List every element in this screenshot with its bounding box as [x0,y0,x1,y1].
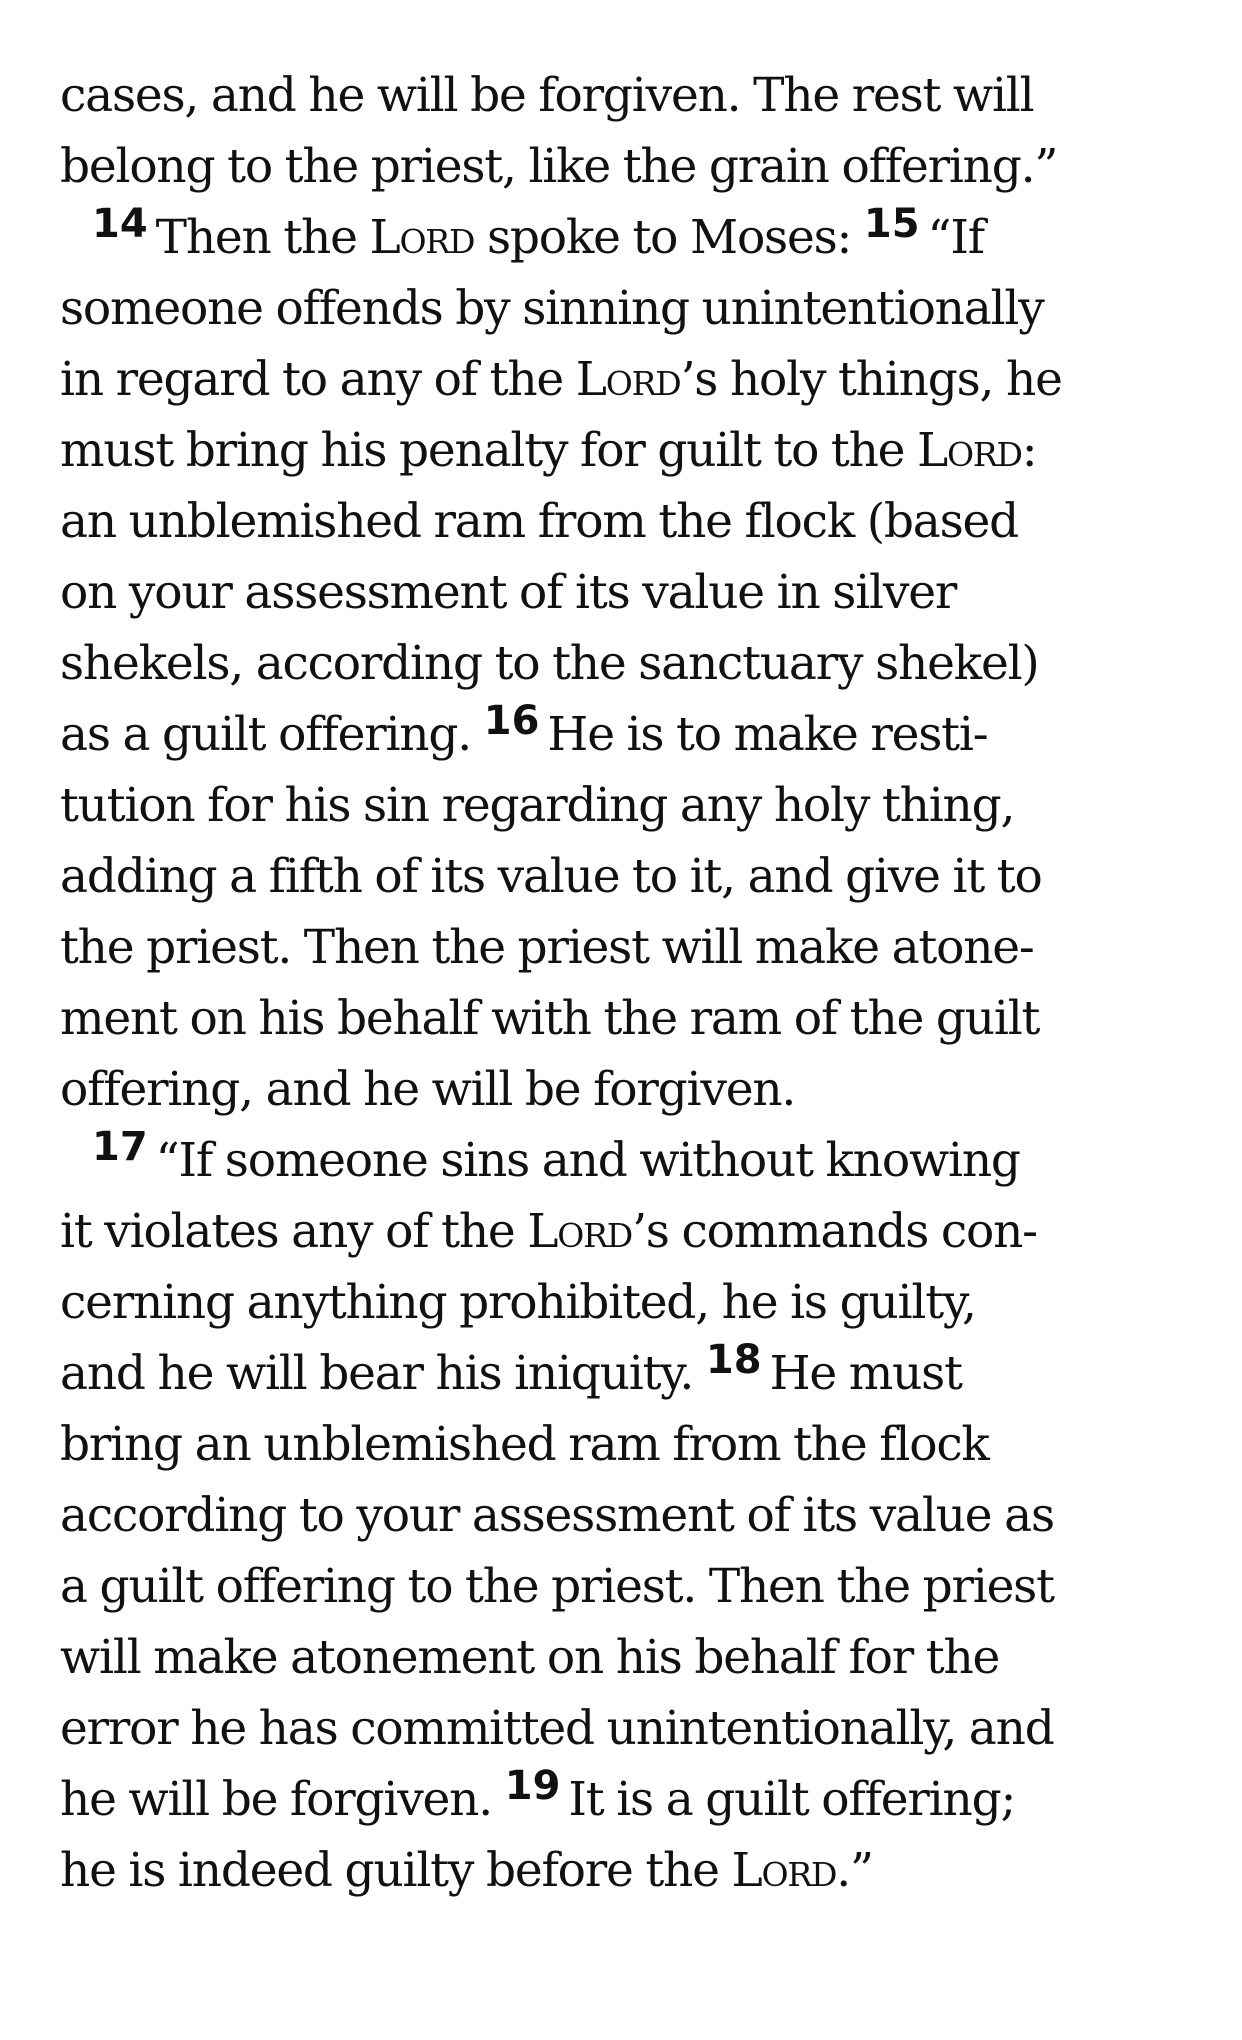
passage-line [60,1267,1195,1338]
divine-name: Lord [731,1843,837,1898]
passage-line [60,1409,1195,1480]
text-segment: It is a guilt offering; [568,1772,1016,1827]
text-segment: tution for his sin regarding any holy thing, [60,778,1015,833]
passage-line [60,344,1195,415]
text-segment: he will be forgiven. [60,1772,505,1827]
divine-name: Lord [575,352,681,407]
text-segment: according to your assessment of its value as [60,1488,1054,1543]
text-segment: Then the [155,210,370,265]
passage-line [60,1338,1195,1409]
passage-line [60,1480,1195,1551]
passage-line [60,486,1195,557]
passage-line [60,983,1195,1054]
verse-number: 14 [92,201,148,247]
text-segment: shekels, according to the sanctuary shekel) [60,636,1039,691]
passage-line [60,699,1195,770]
passage-line [60,1125,1195,1196]
text-segment: He is to make resti- [547,707,988,762]
passage-line [60,1835,1195,1906]
text-segment: : [1021,423,1037,478]
verse-number: 19 [504,1763,561,1809]
divine-name: Lord [527,1204,633,1259]
passage-line [60,912,1195,983]
text-segment: as a guilt offering. [60,707,484,762]
passage-line [60,557,1195,628]
scripture-passage [60,60,1195,1906]
text-segment: an unblemished ram from the flock (based [60,494,1019,549]
reading-page [60,60,1195,1906]
passage-line [60,1764,1195,1835]
text-segment: a guilt offering to the priest. Then the priest [60,1559,1054,1614]
text-segment: cerning anything prohibited, he is guilty, [60,1275,976,1330]
text-segment: ment on his behalf with the ram of the guilt [60,991,1040,1046]
text-segment: the priest. Then the priest will make atone- [60,920,1034,975]
verse-number: 18 [705,1337,762,1383]
passage-line [60,60,1195,131]
passage-line [60,202,1195,273]
text-segment: ’s commands con- [632,1204,1037,1259]
text-segment: and he will bear his iniquity. [60,1346,706,1401]
passage-line [60,628,1195,699]
text-segment: .” [836,1843,873,1898]
text-segment: He must [769,1346,962,1401]
text-segment: error he has committed unintentionally, and [60,1701,1054,1756]
text-segment: belong to the priest, like the grain offering.” [60,139,1058,194]
passage-line [60,1622,1195,1693]
text-segment: cases, and he will be forgiven. The rest will [60,68,1034,123]
passage-line [60,273,1195,344]
verse-number: 17 [92,1124,148,1170]
divine-name: Lord [369,210,475,265]
text-segment: it violates any of the [60,1204,528,1259]
passage-line [60,1693,1195,1764]
text-segment: on your assessment of its value in silver [60,565,957,620]
text-segment: “If [927,210,984,265]
text-segment: “If someone sins and without knowing [155,1133,1020,1188]
text-segment: he is indeed guilty before the [60,1843,732,1898]
text-segment: spoke to Moses: [474,210,864,265]
text-segment: ’s holy things, he [680,352,1062,407]
text-segment: bring an unblemished ram from the flock [60,1417,989,1472]
verse-number: 15 [863,201,920,247]
passage-line [60,131,1195,202]
passage-line [60,415,1195,486]
passage-line [60,1551,1195,1622]
verse-number: 16 [483,698,540,744]
text-segment: adding a fifth of its value to it, and give it to [60,849,1042,904]
passage-line [60,770,1195,841]
text-segment: someone offends by sinning unintentionally [60,281,1044,336]
text-segment: in regard to any of the [60,352,576,407]
text-segment: offering, and he will be forgiven. [60,1062,796,1117]
text-segment: must bring his penalty for guilt to the [60,423,918,478]
passage-line [60,1054,1195,1125]
text-segment: will make atonement on his behalf for the [60,1630,1000,1685]
passage-line [60,1196,1195,1267]
passage-line [60,841,1195,912]
divine-name: Lord [917,423,1022,478]
